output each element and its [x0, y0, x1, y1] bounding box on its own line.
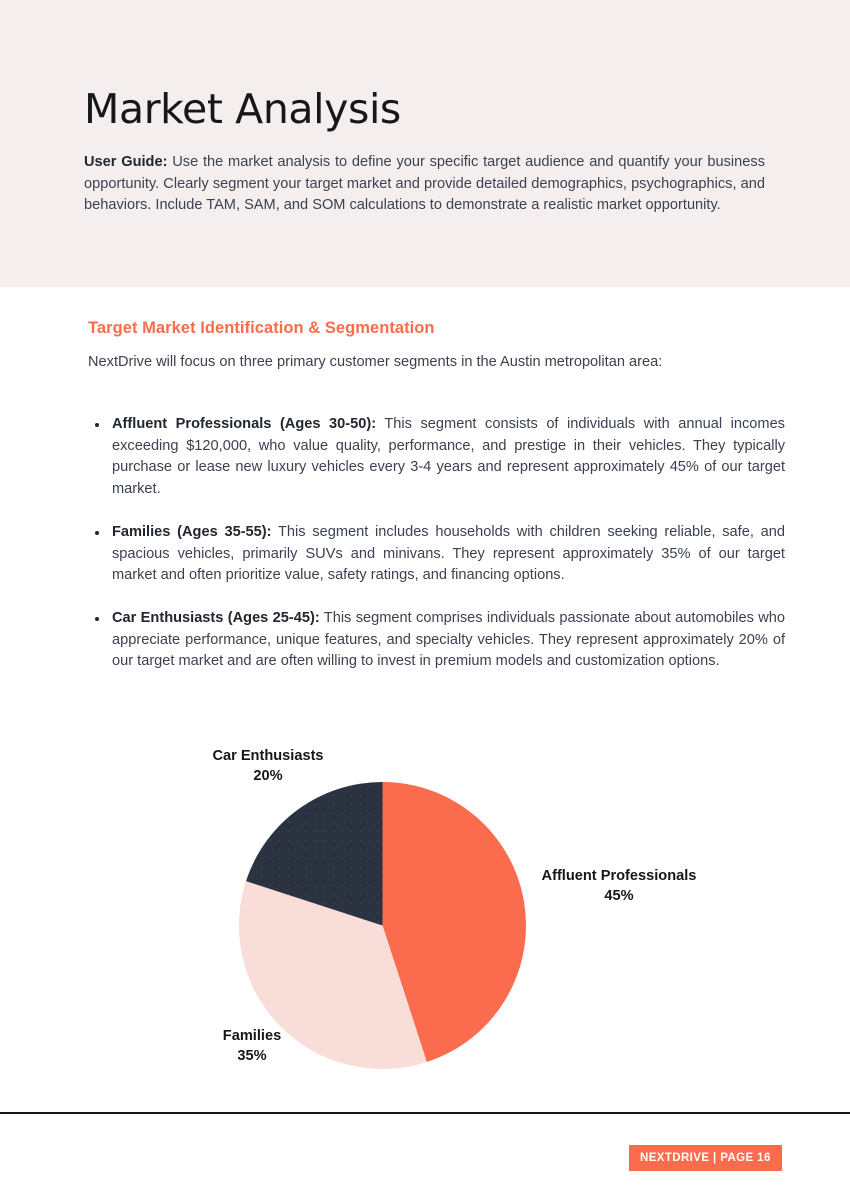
list-item-text: This segment comprises individuals passionate about automobiles who appreciate performance, unique features, and specialty vehicles. They represent approximately 20% of our target market and are often willing to invest in premium models and customization options.	[112, 609, 785, 670]
intro-paragraph: NextDrive will focus on three primary customer segments in the Austin metropolitan area:	[88, 354, 663, 370]
pie-label-car-enthusiasts-name: Car Enthusiasts	[212, 748, 324, 764]
user-guide-paragraph	[84, 152, 765, 217]
pie-label-affluent-professionals-value: 45%	[604, 888, 634, 904]
header-band	[0, 0, 850, 287]
pie-label-car-enthusiasts-value: 20%	[253, 768, 283, 784]
list-item-label: Families (Ages 35-55):	[112, 523, 272, 540]
pie-label-affluent-professionals	[532, 866, 706, 906]
list-item	[88, 522, 785, 587]
footer-divider	[0, 1112, 850, 1114]
list-item-text: This segment includes households with children seeking reliable, safe, and spacious vehicles, primarily SUVs and minivans. They represent approximately 35% of our target market and often prioritize value, safety ratings, and financing options.	[112, 523, 785, 584]
list-item	[88, 414, 785, 501]
pie-label-families-name: Families	[222, 1028, 282, 1044]
pie-label-families-value: 35%	[237, 1048, 267, 1064]
user-guide-label: User Guide:	[84, 154, 168, 170]
list-item-label: Car Enthusiasts (Ages 25-45):	[112, 609, 320, 626]
page-title: Market Analysis	[84, 85, 401, 133]
list-item-label: Affluent Professionals (Ages 30-50):	[112, 416, 377, 432]
list-item	[88, 608, 785, 673]
pie-label-families	[204, 1026, 300, 1066]
pie-label-car-enthusiasts	[206, 746, 330, 786]
market-segmentation-pie-chart	[0, 730, 850, 1090]
segment-bullet-list	[88, 414, 785, 673]
section-heading: Target Market Identification & Segmentation	[88, 319, 435, 337]
pie-label-affluent-professionals-name: Affluent Professionals	[541, 868, 697, 884]
user-guide-text: Use the market analysis to define your specific target audience and quantify your business opportunity. Clearly segment your target market and provide detailed demographics, psychographics, and behaviors. Include TAM, SAM, and SOM calculations to demonstrate a realistic market opportunity.	[84, 154, 765, 214]
list-item-text: This segment consists of individuals with annual incomes exceeding $120,000, who value quality, performance, and prestige in their vehicles. They typically purchase or lease new luxury vehicles every 3-4 years and represent approximately 45% of our target market.	[112, 416, 785, 498]
footer-page-badge: NEXTDRIVE | PAGE 16	[629, 1145, 782, 1171]
